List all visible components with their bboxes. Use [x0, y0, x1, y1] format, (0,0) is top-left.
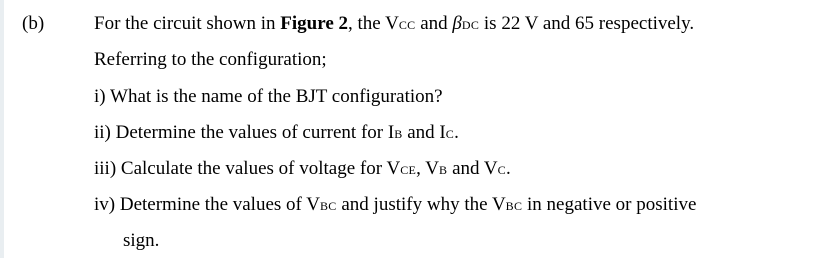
item-iv-text-c: in negative or positive: [522, 194, 697, 215]
item-iii: [94, 157, 511, 182]
item-iv-text-b: and justify why the V: [336, 194, 506, 215]
item-i: i) What is the name of the BJT configuration?: [94, 86, 443, 107]
item-iii-text-c: and V: [447, 158, 498, 179]
figure-reference: Figure 2: [280, 13, 349, 34]
page-left-edge: [0, 0, 4, 258]
ib-subscript: B: [394, 127, 403, 141]
item-ii: [94, 121, 459, 146]
ic-subscript: C: [445, 127, 455, 141]
item-iii-text-b: , V: [416, 158, 440, 179]
item-iv-continuation: sign.: [123, 230, 160, 251]
item-ii-text-b: and I: [402, 122, 446, 143]
vbc-subscript-2: BC: [505, 199, 523, 213]
vc-subscript: C: [497, 163, 506, 177]
vbc-subscript-1: BC: [320, 199, 337, 213]
item-iii-text-d: .: [505, 158, 511, 179]
item-ii-text-c: .: [454, 122, 459, 143]
part-label: (b): [22, 13, 45, 34]
question-intro: [94, 12, 694, 37]
beta-symbol: β: [452, 13, 462, 34]
intro-text-c: and: [415, 13, 453, 34]
vb-subscript: B: [439, 163, 448, 177]
item-iii-text-a: iii) Calculate the values of voltage for V: [94, 158, 401, 179]
item-iv: [94, 193, 696, 218]
intro-text-d: is 22 V and 65 respectively.: [479, 13, 695, 34]
vcc-subscript: CC: [398, 18, 416, 32]
item-ii-text-a: ii) Determine the values of current for I: [94, 122, 395, 143]
intro-text-b: , the V: [348, 13, 399, 34]
vce-subscript: CE: [400, 163, 417, 177]
question-intro-line2: Referring to the configuration;: [94, 49, 327, 70]
intro-text-a: For the circuit shown in: [94, 13, 281, 34]
item-iv-text-a: iv) Determine the values of V: [94, 194, 320, 215]
beta-subscript: DC: [461, 18, 480, 32]
